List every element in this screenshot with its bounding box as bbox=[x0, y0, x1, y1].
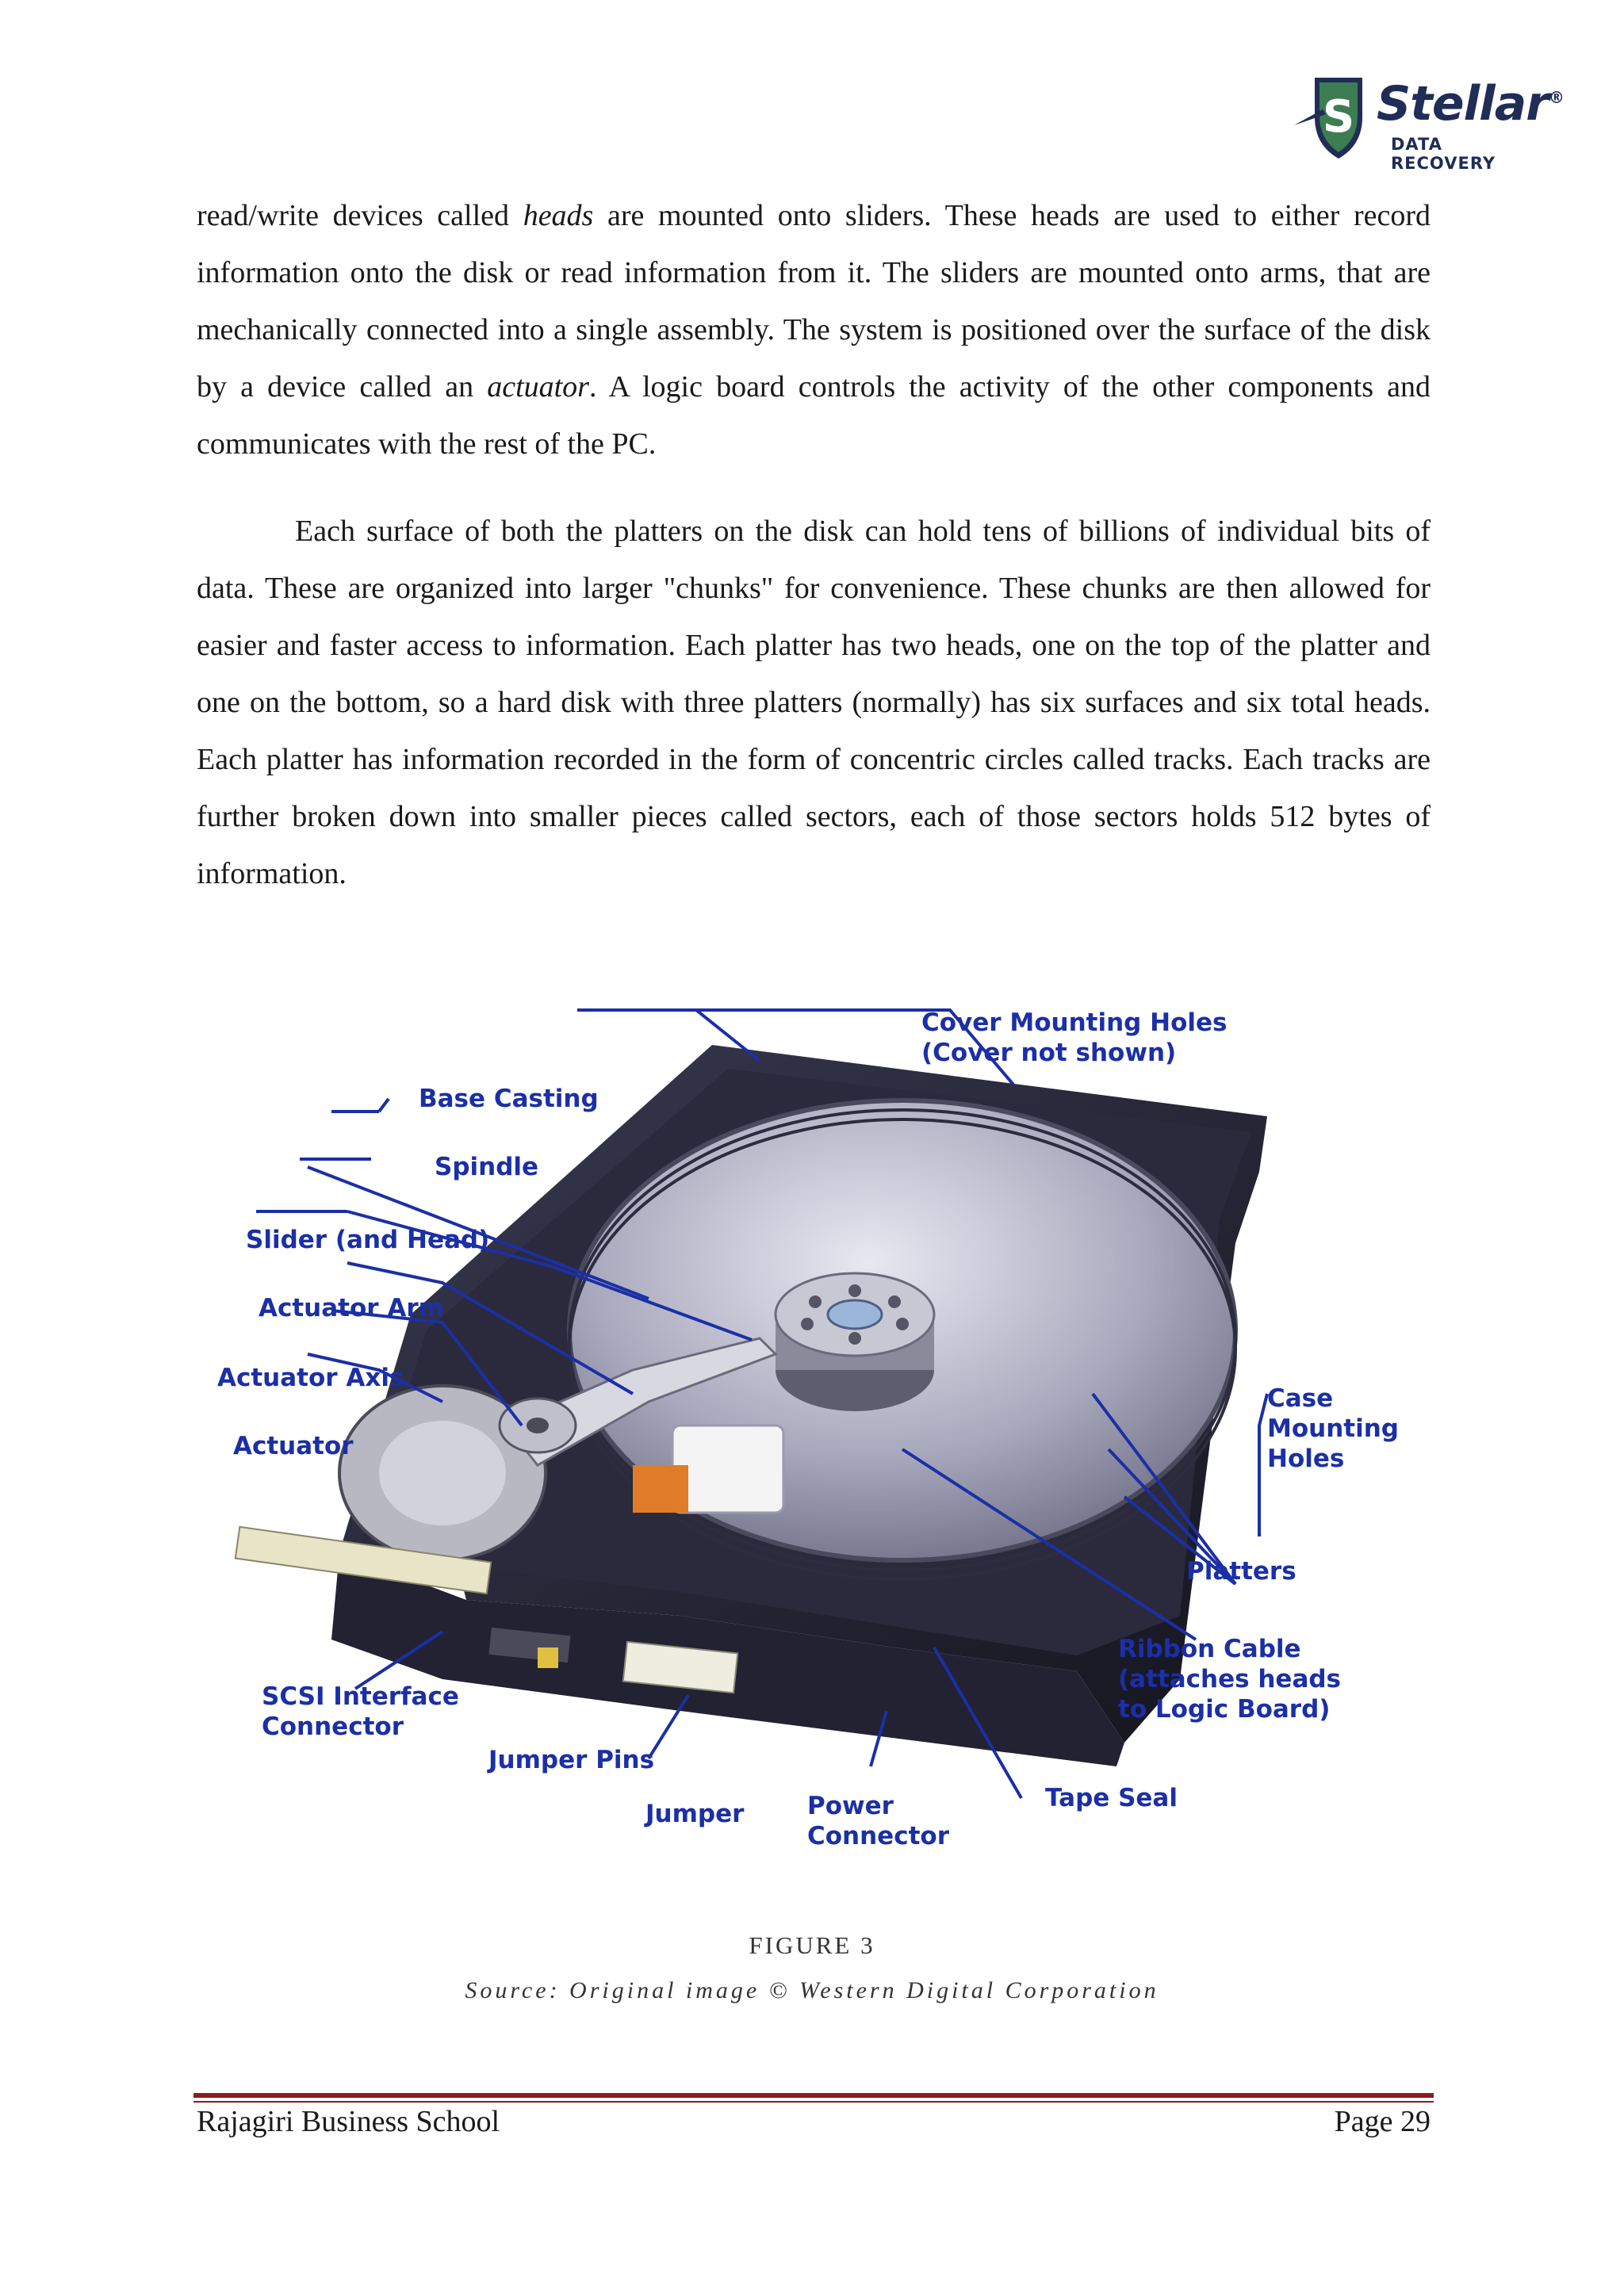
label-power: Power bbox=[807, 1792, 894, 1820]
logo-wordmark: Stellar® bbox=[1377, 76, 1564, 132]
label-mounting: Mounting bbox=[1267, 1414, 1399, 1443]
label-platters: Platters bbox=[1186, 1557, 1297, 1586]
label-jumper: Jumper bbox=[645, 1800, 745, 1828]
label-power-connector: Connector bbox=[807, 1822, 949, 1850]
footer-school-name: Rajagiri Business School bbox=[197, 2105, 500, 2138]
logo-tagline: DATA RECOVERY bbox=[1391, 135, 1496, 173]
figure-caption: FIGURE 3 bbox=[749, 1931, 875, 1959]
footer-rule-thin bbox=[193, 2101, 1434, 2103]
label-case: Case bbox=[1267, 1384, 1334, 1413]
paragraph-platters: Each surface of both the platters on the disk can hold tens of billions of individual bits of data. These are organized into larger "chunks" for convenience. These chunks are then allowed for easier and faster access to information. Each platter has two heads, one on the top of the platter and one on the bottom, so a hard disk with three platters (normally) has six surfaces and six total heads. Each platter has information recorded in the form of concentric circles called tracks. Each tracks are further broken down into smaller pieces called sectors, each of those sectors holds 512 bytes of information. bbox=[197, 515, 1431, 890]
label-slider: Slider (and Head) bbox=[246, 1226, 490, 1254]
footer-rule-thick bbox=[193, 2093, 1434, 2098]
spindle-hub bbox=[776, 1273, 934, 1411]
label-base-casting: Base Casting bbox=[419, 1085, 599, 1113]
label-attaches-heads: (attaches heads bbox=[1118, 1665, 1342, 1693]
label-holes: Holes bbox=[1267, 1445, 1345, 1473]
label-ribbon-cable: Ribbon Cable bbox=[1118, 1635, 1301, 1663]
label-actuator: Actuator bbox=[233, 1432, 354, 1460]
label-actuator-arm: Actuator Arm bbox=[259, 1294, 444, 1322]
stellar-logo bbox=[1291, 70, 1564, 173]
label-spindle: Spindle bbox=[435, 1153, 539, 1181]
stellar-shield-icon bbox=[1291, 70, 1378, 165]
label-tape-seal: Tape Seal bbox=[1045, 1784, 1178, 1812]
term-heads: heads bbox=[523, 199, 594, 232]
label-cover-mounting-holes: Cover Mounting Holes bbox=[921, 1008, 1228, 1037]
label-actuator-axis: Actuator Axis bbox=[217, 1364, 404, 1392]
page-number: Page 29 bbox=[1334, 2105, 1431, 2138]
label-scsi-connector: Connector bbox=[262, 1712, 404, 1741]
term-actuator: actuator bbox=[487, 370, 589, 404]
figure-source: Source: Original image © Western Digital Corporation bbox=[465, 1977, 1159, 2003]
label-cover-not-shown: (Cover not shown) bbox=[921, 1039, 1177, 1067]
label-jumper-pins: Jumper Pins bbox=[488, 1746, 655, 1774]
hard-disk-figure bbox=[205, 982, 1410, 1877]
label-scsi-interface: SCSI Interface bbox=[262, 1682, 459, 1711]
svg-text:S: S bbox=[1322, 91, 1355, 143]
paragraph-heads-actuator: read/write devices called heads are mounted onto sliders. These heads are used to either record information onto the disk or read information from it. The sliders are mounted onto arms, that are mechanically connected into a single assembly. The system is positioned over the surface of the disk by a device called an actuator. A logic board controls the activity of the other components and communicates with the rest of the PC. bbox=[197, 199, 1431, 461]
label-to-logic-board: to Logic Board) bbox=[1118, 1695, 1331, 1724]
